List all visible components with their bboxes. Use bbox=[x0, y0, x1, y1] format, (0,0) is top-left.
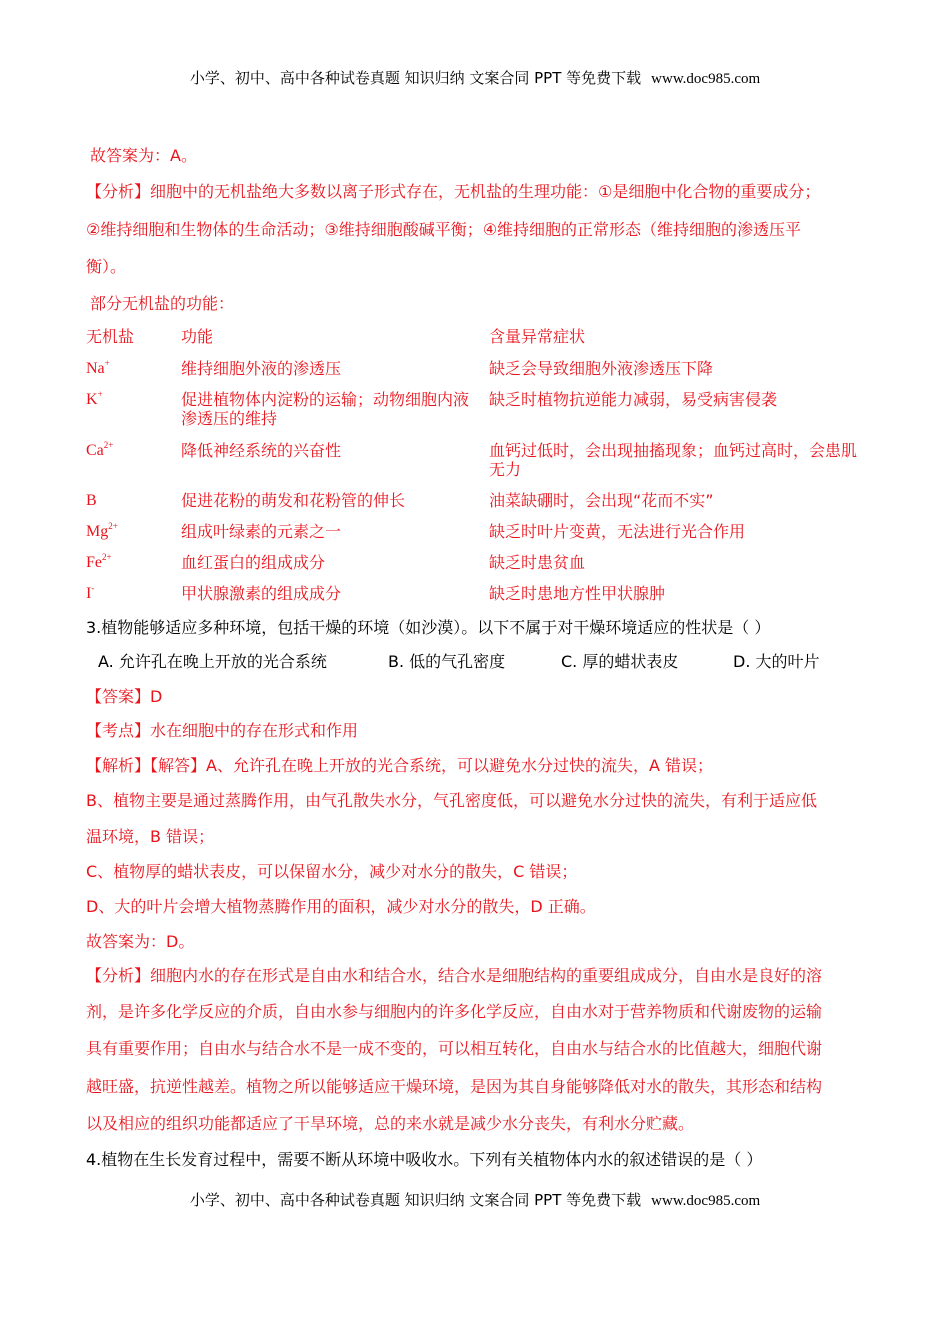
table-row-symptom: 缺乏时患地方性甲状腺肿 bbox=[489, 584, 666, 603]
q2-analysis-line-1: 【分析】细胞中的无机盐绝大多数以离子形式存在，无机盐的生理功能：①是细胞中化合物的重要成分； bbox=[86, 182, 821, 201]
footer-site: www.doc985.com bbox=[651, 1193, 761, 1209]
q3-answer: 【答案】D bbox=[86, 687, 163, 706]
table-row-symptom: 油菜缺硼时，会出现“花而不实” bbox=[489, 491, 714, 510]
q3-explanation-5: D、大的叶片会增大植物蒸腾作用的面积，减少对水分的散失，D 正确。 bbox=[86, 897, 596, 916]
table-row-function: 降低神经系统的兴奋性 bbox=[181, 441, 342, 460]
q4-stem: 4.植物在生长发育过程中，需要不断从环境中吸收水。下列有关植物体内水的叙述错误的是（ ） bbox=[86, 1150, 763, 1169]
footer-text: 小学、初中、高中各种试卷真题 知识归纳 文案合同 PPT 等免费下载 bbox=[189, 1191, 642, 1209]
q3-analysis-3: 具有重要作用；自由水与结合水不是一成不变的，可以相互转化，自由水与结合水的比值越大，细胞代谢 bbox=[86, 1039, 823, 1058]
q2-analysis-line-3: 衡）。 bbox=[86, 257, 127, 276]
table-row-ion: I- bbox=[86, 583, 95, 602]
table-header-symptom: 含量异常症状 bbox=[489, 327, 586, 346]
table-row-ion: K+ bbox=[86, 389, 103, 408]
table-header-salt: 无机盐 bbox=[86, 327, 135, 346]
table-row-symptom: 缺乏时患贫血 bbox=[489, 553, 586, 572]
q3-option-b: B. 低的气孔密度 bbox=[388, 652, 506, 671]
table-row-ion: $Mg^{2+}$ bbox=[86, 521, 118, 540]
table-row-function: 血红蛋白的组成成分 bbox=[181, 553, 326, 572]
q2-analysis-line-2: ②维持细胞和生物体的生命活动；③维持细胞酸碱平衡；④维持细胞的正常形态（维持细胞的渗透压平 bbox=[86, 220, 802, 239]
header-text: 小学、初中、高中各种试卷真题 知识归纳 文案合同 PPT 等免费下载 bbox=[189, 69, 642, 87]
table-row-ion: $Ca^{2+}$ bbox=[86, 440, 114, 459]
q3-conclusion: 故答案为：D。 bbox=[86, 932, 195, 951]
table-row-symptom: 缺乏时叶片变黄，无法进行光合作用 bbox=[489, 522, 746, 541]
q3-analysis-1: 【分析】细胞内水的存在形式是自由水和结合水，结合水是细胞结构的重要组成成分，自由水是良好的溶 bbox=[86, 966, 823, 985]
table-row-symptom: 血钙过低时，会出现抽搐现象；血钙过高时，会患肌无力 bbox=[489, 441, 858, 479]
table-row-symptom: 缺乏会导致细胞外液渗透压下降 bbox=[489, 359, 714, 378]
table-row-function: 组成叶绿素的元素之一 bbox=[181, 522, 342, 541]
page-header bbox=[0, 67, 950, 90]
q3-explanation-1: 【解析】【解答】A、允许孔在晚上开放的光合系统，可以避免水分过快的流失，A 错误； bbox=[86, 756, 713, 775]
table-row-symptom: 缺乏时植物抗逆能力减弱，易受病害侵袭 bbox=[489, 390, 778, 409]
table-intro: 部分无机盐的功能： bbox=[90, 294, 235, 313]
q3-explanation-3: 温环境，B 错误； bbox=[86, 827, 215, 846]
q3-option-c: C. 厚的蜡状表皮 bbox=[561, 652, 679, 671]
q2-answer-line: 故答案为：A。 bbox=[90, 146, 197, 165]
q3-explanation-4: C、植物厚的蜡状表皮，可以保留水分，减少对水分的散失，C 错误； bbox=[86, 862, 578, 881]
q3-stem: 3.植物能够适应多种环境，包括干燥的环境（如沙漠）。以下不属于对干燥环境适应的性状是（ ） bbox=[86, 618, 771, 637]
table-row-function: 促进植物体内淀粉的运输；动物细胞内液渗透压的维持 bbox=[181, 390, 470, 428]
q3-option-d: D. 大的叶片 bbox=[733, 652, 820, 671]
table-row-function: 甲状腺激素的组成成分 bbox=[181, 584, 342, 603]
q3-option-a: A. 允许孔在晚上开放的光合系统 bbox=[98, 652, 327, 671]
q3-analysis-5: 以及相应的组织功能都适应了干旱环境，总的来水就是减少水分丧失，有利水分贮藏。 bbox=[86, 1114, 695, 1133]
q3-analysis-4: 越旺盛，抗逆性越差。植物之所以能够适应干燥环境，是因为其自身能够降低对水的散失，其形态和结构 bbox=[86, 1077, 823, 1096]
table-row-ion: B bbox=[86, 492, 97, 509]
q3-point: 【考点】水在细胞中的存在形式和作用 bbox=[86, 721, 359, 740]
q3-analysis-2: 剂，是许多化学反应的介质，自由水参与细胞内的许多化学反应，自由水对于营养物质和代谢废物的运输 bbox=[86, 1002, 823, 1021]
table-row-function: 促进花粉的萌发和花粉管的伸长 bbox=[181, 491, 406, 510]
table-header-function: 功能 bbox=[181, 327, 214, 346]
page-footer bbox=[0, 1189, 950, 1212]
header-site: www.doc985.com bbox=[651, 71, 761, 87]
table-row-function: 维持细胞外液的渗透压 bbox=[181, 359, 342, 378]
table-row-ion: Na+ bbox=[86, 358, 110, 377]
table-row-ion: $Fe^{2+}$ bbox=[86, 552, 112, 571]
q3-explanation-2: B、植物主要是通过蒸腾作用，由气孔散失水分，气孔密度低，可以避免水分过快的流失，有利于适应低 bbox=[86, 791, 817, 810]
